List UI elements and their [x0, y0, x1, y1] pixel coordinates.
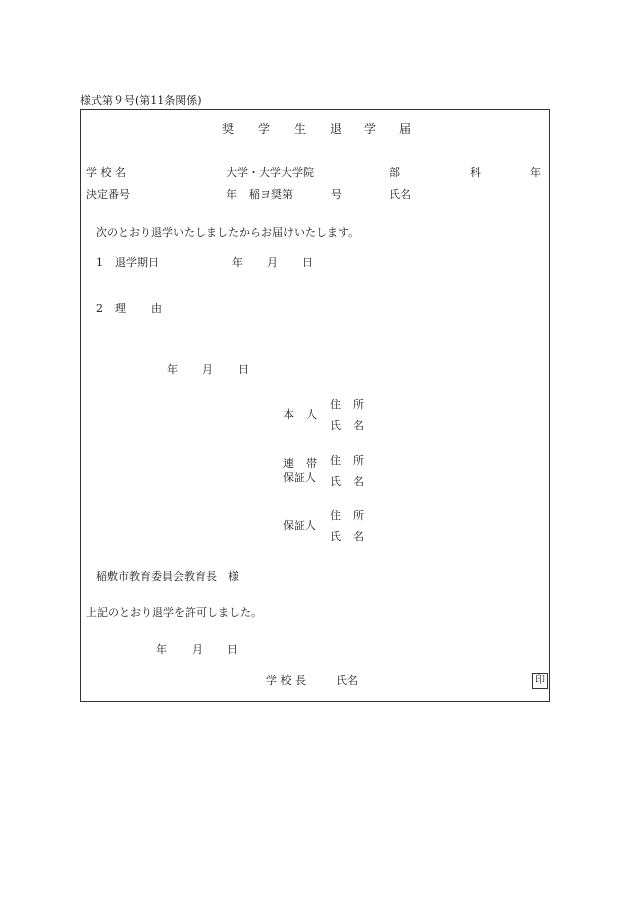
decision-number-suffix: 号 — [331, 188, 342, 201]
submission-day: 日 — [238, 363, 249, 376]
intro-text: 次のとおり退学いたしましたからお届けいたします。 — [96, 226, 360, 239]
applicant-address-a: 住 — [330, 398, 341, 411]
guarantor-address-a: 住 — [330, 509, 341, 522]
applicant-name-b: 名 — [353, 419, 364, 432]
submission-year: 年 — [167, 363, 178, 376]
approval-day: 日 — [227, 643, 238, 656]
title-char-2: 学 — [258, 122, 271, 136]
decision-prefix: 稲ヨ奨第 — [249, 188, 293, 201]
student-name-label: 氏名 — [389, 188, 411, 201]
guarantor-address-b: 所 — [353, 509, 364, 522]
title-char-3: 生 — [294, 122, 307, 136]
guarantor-label: 保証人 — [283, 519, 316, 532]
applicant-name-a: 氏 — [330, 419, 341, 432]
approval-text: 上記のとおり退学を許可しました。 — [86, 606, 262, 619]
withdrawal-date-label: 退学期日 — [115, 256, 159, 269]
withdrawal-month: 月 — [267, 256, 278, 269]
seal-mark: 印 — [532, 673, 548, 689]
joint-guarantor-address-b: 所 — [353, 454, 364, 467]
approval-month: 月 — [192, 643, 203, 656]
decision-year-label: 年 — [226, 188, 237, 201]
applicant-label-b: 人 — [306, 408, 317, 421]
withdrawal-day: 日 — [302, 256, 313, 269]
applicant-label-a: 本 — [283, 408, 294, 421]
form-number-label: 様式第９号(第11条関係) — [80, 94, 202, 107]
university-label: 大学・大学大学院 — [226, 166, 314, 179]
joint-guarantor-label-line2: 保証人 — [283, 471, 316, 484]
applicant-address-b: 所 — [353, 398, 364, 411]
submission-month: 月 — [202, 363, 213, 376]
guarantor-name-a: 氏 — [330, 530, 341, 543]
joint-guarantor-label-a: 連 — [283, 457, 294, 470]
principal-label: 学 校 長 — [266, 674, 306, 687]
reason-label-a: 理 — [115, 302, 126, 315]
title-char-6: 届 — [399, 122, 412, 136]
school-name-label: 学 校 名 — [86, 166, 126, 179]
title-char-1: 奨 — [222, 122, 235, 136]
reason-label-b: 由 — [151, 302, 162, 315]
joint-guarantor-name-b: 名 — [353, 475, 364, 488]
grade-year-label: 年 — [530, 166, 541, 179]
joint-guarantor-label-b: 帯 — [306, 457, 317, 470]
withdrawal-year: 年 — [232, 256, 243, 269]
joint-guarantor-address-a: 住 — [330, 454, 341, 467]
item1-number: 1 — [96, 256, 103, 269]
principal-name-label: 氏名 — [336, 674, 358, 687]
addressee: 稲敷市教育委員会教育長 様 — [96, 570, 239, 583]
faculty-label: 科 — [470, 166, 481, 179]
decision-number-label: 決定番号 — [86, 188, 130, 201]
item2-number: 2 — [96, 302, 103, 315]
approval-year: 年 — [156, 643, 167, 656]
guarantor-name-b: 名 — [353, 530, 364, 543]
title-char-4: 退 — [330, 122, 343, 136]
title-char-5: 学 — [364, 122, 377, 136]
department-label: 部 — [389, 166, 400, 179]
joint-guarantor-name-a: 氏 — [330, 475, 341, 488]
